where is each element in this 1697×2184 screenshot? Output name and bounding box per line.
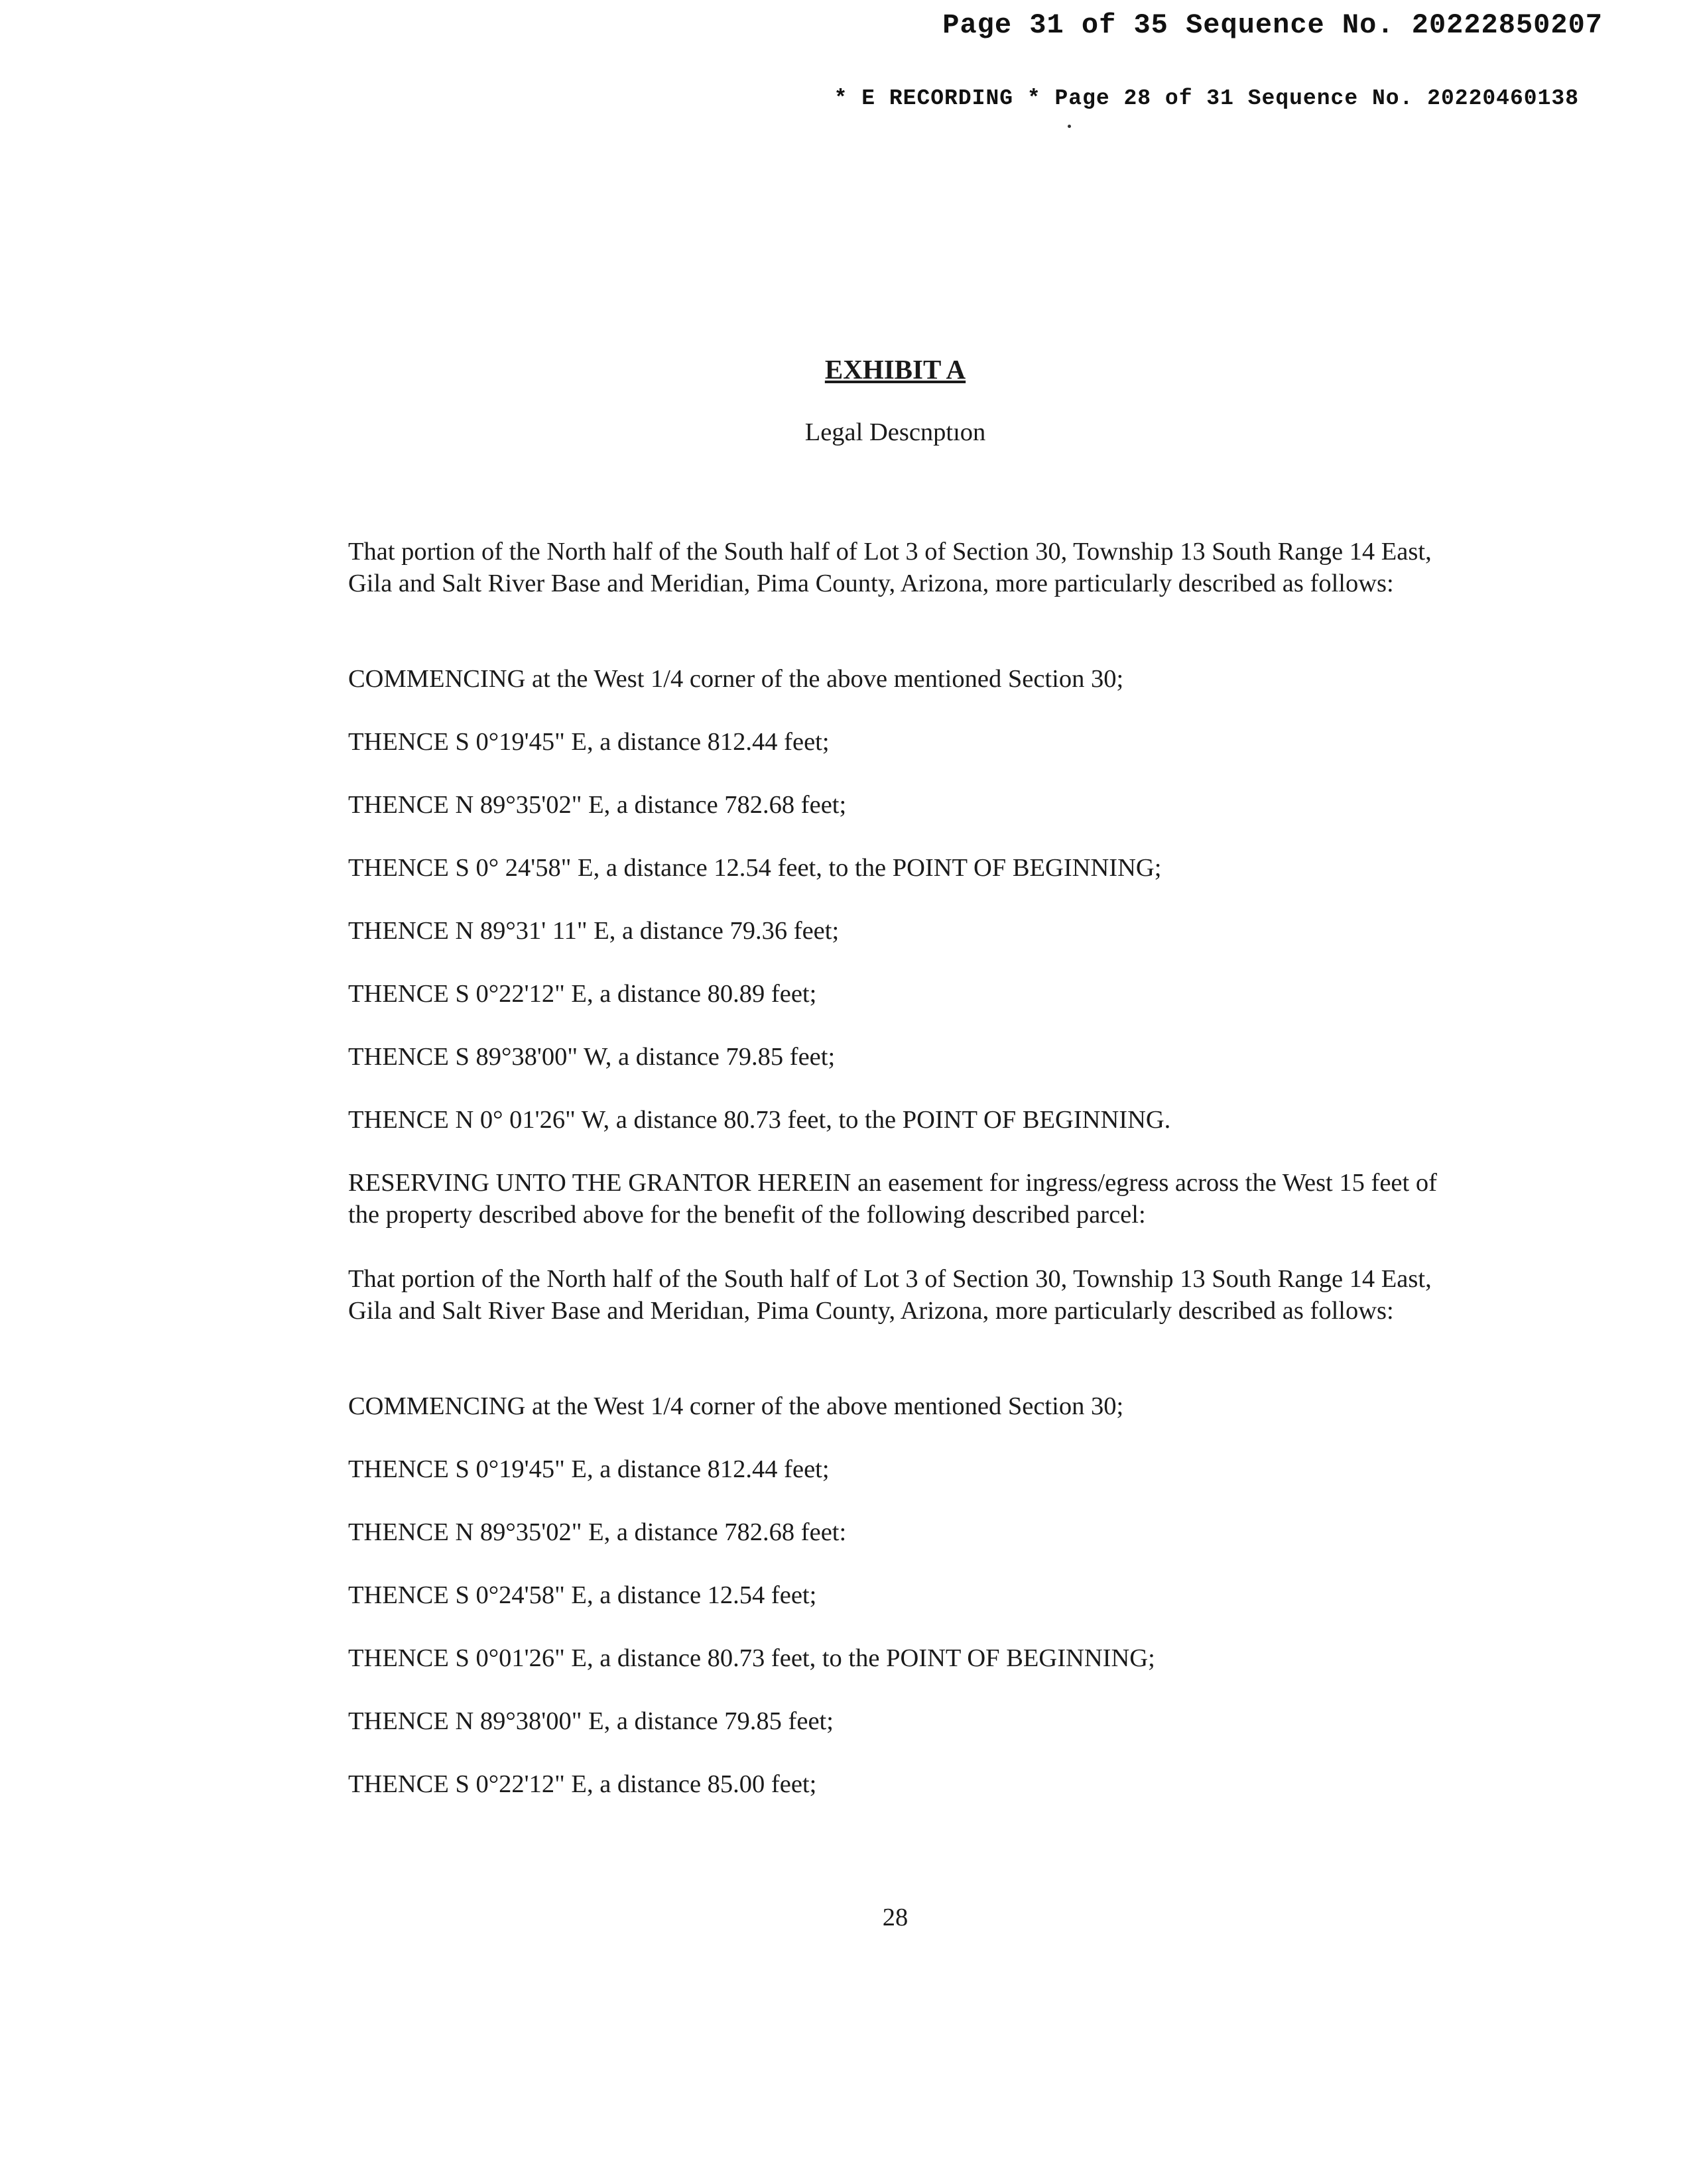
paragraph-course-5: THENCE S 0°22'12" E, a distance 80.89 feet;	[348, 980, 817, 1008]
paragraph-course-2-5: THENCE N 89°38'00" E, a distance 79.85 feet;	[348, 1707, 834, 1735]
paragraph-course-1: THENCE S 0°19'45" E, a distance 812.44 feet;	[348, 728, 830, 756]
paragraph-parcel-description: That portion of the North half of the South half of Lot 3 of Section 30, Township 13 South Range 14 East, Gila and Salt River Base and Meridian, Pima County, Arizona, more particularly described as follows:	[348, 538, 1432, 597]
recording-stamp-second: * E RECORDING * Page 28 of 31 Sequence No. 20220460138	[834, 86, 1579, 111]
paragraph-benefited-parcel: That portion of the North half of the South half of Lot 3 of Section 30, Township 13 South Range 14 East, Gila and Salt River Base and Meridıan, Pima County, Arizona, more particularly described as follows:	[348, 1265, 1432, 1325]
paragraph-course-2-1: THENCE S 0°19'45" E, a distance 812.44 feet;	[348, 1455, 830, 1483]
paragraph-commencing: COMMENCING at the West 1/4 corner of the above mentioned Section 30;	[348, 665, 1124, 693]
exhibit-title: EXHIBIT A	[824, 354, 966, 385]
recording-stamp-top: Page 31 of 35 Sequence No. 20222850207	[942, 9, 1603, 41]
paragraph-reserving-easement: RESERVING UNTO THE GRANTOR HEREIN an easement for ingress/egress across the West 15 feet of the property described above for the benefit of the following described parcel:	[348, 1169, 1437, 1229]
page-number: 28	[882, 1904, 909, 1931]
paragraph-course-2-2: THENCE N 89°35'02" E, a distance 782.68 feet:	[348, 1518, 847, 1546]
paragraph-course-2: THENCE N 89°35'02" E, a distance 782.68 feet;	[348, 791, 847, 819]
exhibit-subtitle: Legal Descnptıon	[804, 418, 986, 446]
paragraph-course-3: THENCE S 0° 24'58" E, a distance 12.54 feet, to the POINT OF BEGINNING;	[348, 854, 1162, 882]
paragraph-course-6: THENCE S 89°38'00" W, a distance 79.85 feet;	[348, 1043, 836, 1071]
scan-speck	[1068, 125, 1071, 128]
paragraph-course-2-4: THENCE S 0°01'26" E, a distance 80.73 feet, to the POINT OF BEGINNING;	[348, 1644, 1155, 1672]
paragraph-course-2-3: THENCE S 0°24'58" E, a distance 12.54 feet;	[348, 1581, 817, 1609]
paragraph-course-4: THENCE N 89°31' 11" E, a distance 79.36 feet;	[348, 917, 840, 945]
paragraph-commencing-2: COMMENCING at the West 1/4 corner of the above mentioned Section 30;	[348, 1392, 1124, 1420]
paragraph-course-2-6: THENCE S 0°22'12" E, a distance 85.00 feet;	[348, 1770, 817, 1798]
paragraph-course-7: THENCE N 0° 01'26" W, a distance 80.73 feet, to the POINT OF BEGINNING.	[348, 1106, 1171, 1134]
